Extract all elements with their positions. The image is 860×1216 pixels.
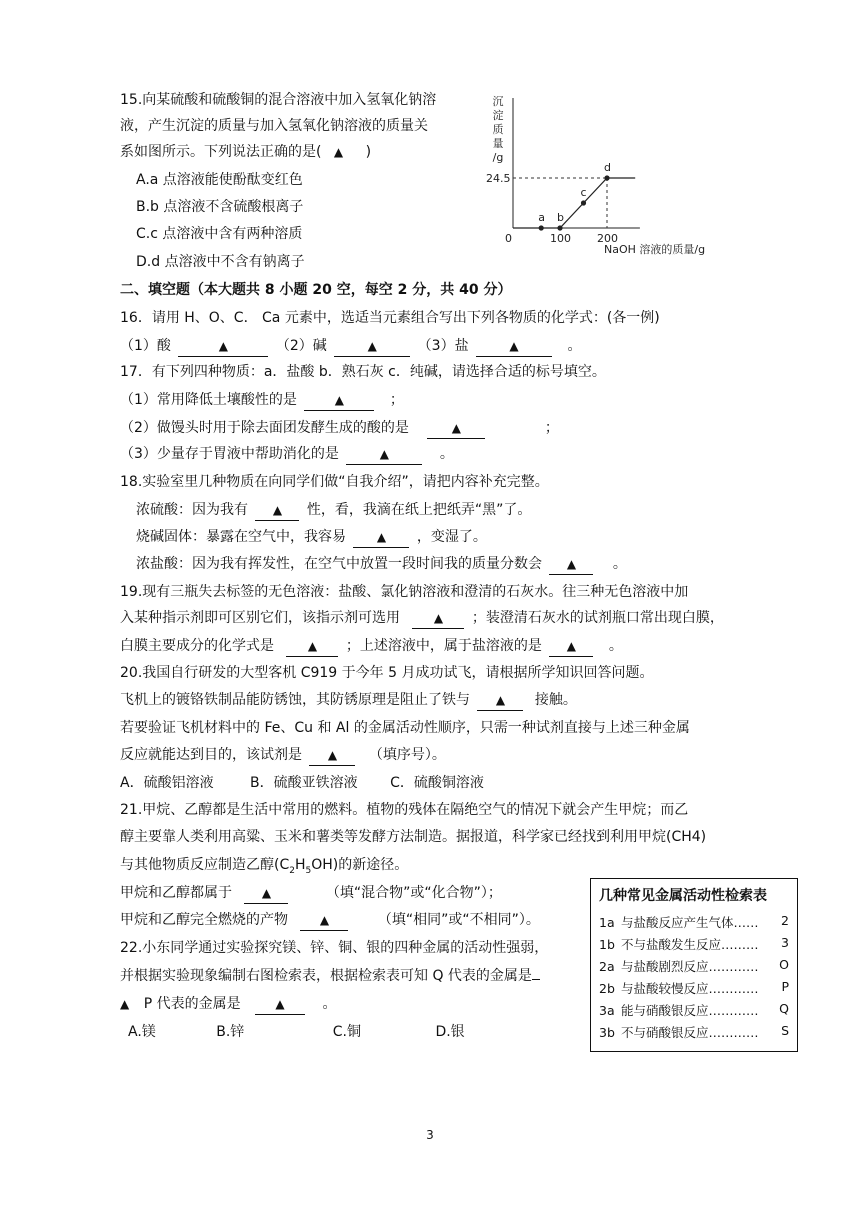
q16-blanks — [120, 336, 581, 357]
key-table-row: 1b 不与盐酸发生反应……… 3 — [599, 935, 789, 952]
key-table-row: 1a 与盐酸反应产生气体…… 2 — [599, 913, 789, 930]
q22-blank-1-marker: ▲ — [120, 997, 130, 1011]
x-tick-label: 100 — [550, 232, 571, 245]
q16-blank-base[interactable]: ▲ — [334, 336, 410, 357]
point-b — [557, 225, 562, 230]
q18-blank-3[interactable]: ▲ — [549, 554, 593, 575]
q15-option-d: D.d 点溶液中不含有钠离子 — [136, 254, 305, 270]
chart-axes — [513, 98, 640, 228]
y-label-char: 沉 — [492, 95, 504, 108]
q20-option-a: A．硫酸铝溶液 — [120, 775, 214, 791]
point-label-c: c — [580, 186, 587, 199]
q16-stem: 16．请用 H、O、C． Ca 元素中，选适当元素组合写出下列各物质的化学式：(各一例) — [120, 310, 660, 326]
q16-blank-acid[interactable]: ▲ — [178, 336, 268, 357]
q19-line3: 白膜主要成分的化学式是 ▲ ；上述溶液中，属于盐溶液的是 ▲ 。 — [120, 636, 623, 657]
q16-label-base: （2）碱 — [275, 338, 327, 354]
point-d — [604, 175, 609, 180]
q22-option-c: C.铜 — [332, 1024, 361, 1040]
series-line — [513, 178, 635, 228]
q19-blank-1[interactable]: ▲ — [412, 608, 464, 629]
point-label-a: a — [538, 211, 545, 224]
q18-blank-1[interactable]: ▲ — [255, 500, 299, 521]
q16-blank-salt[interactable]: ▲ — [476, 336, 552, 357]
q16-label-salt: （3）盐 — [417, 338, 469, 354]
q16-end: 。 — [567, 338, 582, 354]
point-a — [539, 225, 544, 230]
q17-item-2: （2）做馒头时用于除去面团发酵生成的酸的是 ▲ ； — [120, 418, 559, 439]
q15-option-c: C.c 点溶液中含有两种溶质 — [136, 226, 303, 242]
q22-option-b: B.锌 — [216, 1024, 245, 1040]
y-label-char: 质 — [492, 123, 504, 136]
q17-blank-1[interactable]: ▲ — [304, 390, 374, 411]
y-label-char: 量 — [492, 137, 504, 150]
q19-line2: 入某种指示剂即可区别它们，该指示剂可选用 ▲ ；装澄清石灰水的试剂瓶口常出现白膜， — [120, 608, 724, 629]
y-label-char: /g — [492, 151, 504, 164]
page-number: 3 — [426, 1128, 434, 1142]
point-c — [581, 200, 586, 205]
origin-label: 0 — [505, 232, 512, 245]
key-table-row: 2b 与盐酸较慢反应………… P — [599, 979, 789, 996]
q17-blank-3[interactable]: ▲ — [346, 444, 422, 465]
q22-option-a: A.镁 — [128, 1024, 156, 1040]
q22-line3: ▲ P 代表的金属是 ▲ 。 — [120, 994, 337, 1015]
key-table-title: 几种常见金属活动性检索表 — [599, 888, 767, 904]
q20-line2: 飞机上的镀铬铁制品能防锈蚀，其防锈原理是阻止了铁与 ▲ 接触。 — [120, 690, 577, 711]
key-table-row: 3a 能与硝酸银反应………… Q — [599, 1001, 789, 1018]
point-label-d: d — [604, 161, 611, 174]
q22-option-d: D.银 — [435, 1024, 465, 1040]
q19-blank-3[interactable]: ▲ — [549, 636, 593, 657]
q18-hydrochloric: 浓盐酸：因为我有挥发性，在空气中放置一段时间我的质量分数会 ▲ 。 — [136, 554, 627, 575]
q21-line2: 醇主要靠人类利用高粱、玉米和薯类等发酵方法制造。据报道，科学家已经找到利用甲烷(CH4) — [120, 829, 707, 845]
chart-ticks — [486, 172, 618, 245]
x-tick-label: 200 — [597, 232, 618, 245]
q20-blank-2[interactable]: ▲ — [309, 745, 355, 766]
q22-blank-1-start[interactable] — [532, 979, 540, 980]
q22-line1: 22.小东同学通过实验探究镁、锌、铜、银的四种金属的活动性强弱， — [120, 940, 549, 956]
q20-blank-1[interactable]: ▲ — [477, 690, 523, 711]
q21-line4: 甲烷和乙醇都属于 ▲ （填“混合物”或“化合物”）； — [120, 883, 502, 904]
q22-line2: 并根据实验现象编制右图检索表，根据检索表可知 Q 代表的金属是 — [120, 966, 540, 986]
q21-line3: 与其他物质反应制造乙醇$(C_2H_5OH)$的新途径。 — [120, 857, 409, 876]
q21-blank-2[interactable]: ▲ — [300, 910, 348, 931]
q17-item-1: （1）常用降低土壤酸性的是 ▲ ； — [120, 390, 404, 411]
q16-label-acid: （1）酸 — [120, 338, 171, 354]
y-axis-label — [493, 95, 504, 164]
q15-line3 — [120, 142, 371, 162]
chart-points — [538, 161, 611, 231]
q15-line2: 液，产生沉淀的质量与加入氢氧化钠溶液的质量关 — [120, 118, 428, 134]
section-2-title: 二、填空题（本大题共 8 小题 20 空，每空 2 分，共 40 分） — [120, 282, 512, 298]
chart-series — [513, 178, 635, 228]
q20-options — [120, 773, 484, 793]
q19-line1: 19.现有三瓶失去标签的无色溶液：盐酸、氯化钠溶液和澄清的石灰水。往三种无色溶液中加 — [120, 584, 689, 600]
q20-line1: 20.我国自行研发的大型客机 C919 于今年 5 月成功试飞，请根据所学知识回答问题。 — [120, 665, 654, 681]
key-table-row: 3b 不与硝酸银反应………… S — [599, 1023, 789, 1040]
q18-stem: 18.实验室里几种物质在向同学们做“自我介绍”，请把内容补充完整。 — [120, 474, 549, 490]
q15-option-a: A.a 点溶液能使酚酞变红色 — [136, 172, 303, 188]
q22-options — [128, 1022, 465, 1042]
answer-marker: ▲ — [333, 145, 344, 159]
q20-option-b: B．硫酸亚铁溶液 — [250, 775, 358, 791]
q15-close-paren: ) — [365, 144, 372, 160]
q22-blank-2[interactable]: ▲ — [255, 994, 305, 1015]
q21-line5: 甲烷和乙醇完全燃烧的产物 ▲ （填“相同”或“不相同”）。 — [120, 910, 540, 931]
q18-caustic-soda: 烧碱固体：暴露在空气中，我容易 ▲ ，变湿了。 — [136, 527, 487, 548]
q15-stem: 系如图所示。下列说法正确的是( — [120, 144, 322, 160]
q18-sulfuric: 浓硫酸：因为我有 ▲ 性，看，我滴在纸上把纸弄“黑”了。 — [136, 500, 531, 521]
q17-stem: 17．有下列四种物质：a．盐酸 b．熟石灰 c．纯碱，请选择合适的标号填空。 — [120, 364, 606, 380]
q17-blank-2[interactable]: ▲ — [427, 418, 485, 439]
y-label-char: 淀 — [492, 109, 504, 122]
q15-chart — [478, 90, 728, 270]
q20-line3: 若要验证飞机材料中的 Fe、Cu 和 Al 的金属活动性顺序，只需一种试剂直接与上述三种金属 — [120, 720, 690, 736]
q18-blank-2[interactable]: ▲ — [353, 527, 409, 548]
q15-line1: 15.向某硫酸和硫酸铜的混合溶液中加入氢氧化钠溶 — [120, 92, 437, 108]
q15-option-b: B.b 点溶液不含硫酸根离子 — [136, 199, 304, 215]
metal-activity-key-table — [590, 878, 798, 1052]
point-label-b: b — [557, 211, 564, 224]
q21-blank-1[interactable]: ▲ — [244, 883, 288, 904]
q17-item-3: （3）少量存于胃液中帮助消化的是 ▲ 。 — [120, 444, 454, 465]
key-table-row: 2a 与盐酸剧烈反应………… O — [599, 957, 789, 974]
x-axis-label: NaOH 溶液的质量/g — [604, 243, 706, 256]
q19-blank-2[interactable]: ▲ — [286, 636, 338, 657]
q20-line4: 反应就能达到目的，该试剂是 ▲ （填序号）。 — [120, 745, 446, 766]
q21-line1: 21.甲烷、乙醇都是生活中常用的燃料。植物的残体在隔绝空气的情况下就会产生甲烷；而乙 — [120, 802, 689, 818]
q20-option-c: C．硫酸铜溶液 — [390, 775, 484, 791]
y-tick-label: 24.5 — [486, 172, 511, 185]
